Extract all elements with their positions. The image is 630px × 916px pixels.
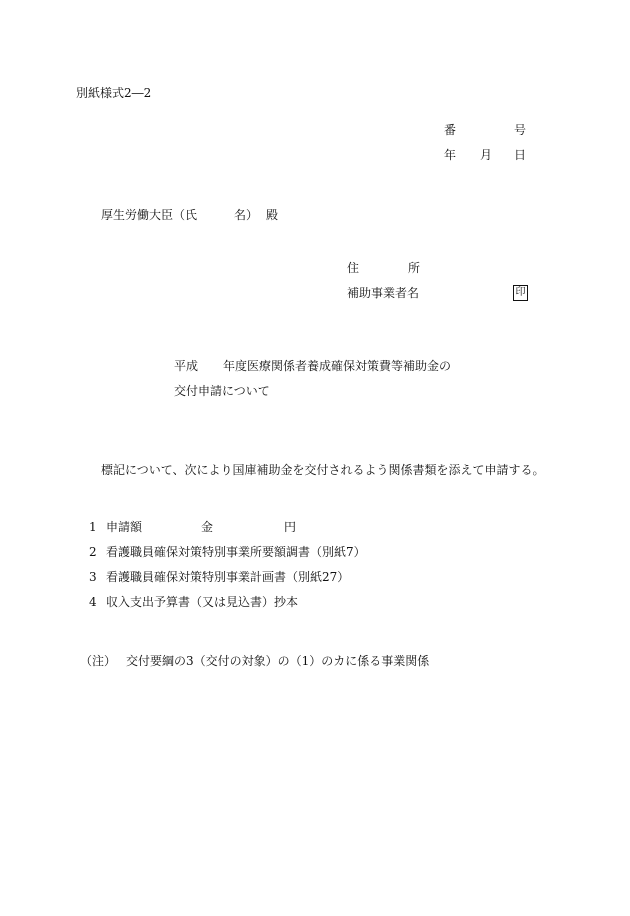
addressee-prefix: 厚生労働大臣（氏 (101, 208, 198, 222)
body-text: 標記について、次により国庫補助金を交付されるよう関係書類を添えて申請する。 (101, 463, 545, 477)
item-1-number: 1 (89, 520, 97, 534)
applicant-name-label: 補助事業者名 (347, 286, 420, 300)
item-3-number: 3 (89, 570, 97, 584)
item-2-text: 看護職員確保対策特別事業所要額調書（別紙7） (106, 545, 366, 559)
date-month-label: 月 (480, 148, 493, 162)
address-label-2: 所 (408, 261, 421, 275)
seal-stamp-icon: 印 (513, 285, 528, 301)
subject-era: 平成 (174, 359, 199, 373)
date-day-label: 日 (514, 148, 527, 162)
note-label: （注） (80, 654, 117, 668)
item-3-text: 看護職員確保対策特別事業計画書（別紙27） (106, 570, 350, 584)
item-4-text: 収入支出予算書（又は見込書）抄本 (106, 595, 299, 609)
number-ban-label: 番 (444, 123, 457, 137)
number-go-label: 号 (514, 123, 527, 137)
note-text: 交付要綱の3（交付の対象）の（1）のカに係る事業関係 (126, 654, 430, 668)
item-1-text: 申請額 (106, 520, 143, 534)
subject-line1: 年度医療関係者養成確保対策費等補助金の (223, 359, 452, 373)
addressee-suffix: 名） (234, 208, 259, 222)
addressee-honorific: 殿 (266, 208, 279, 222)
form-label: 別紙様式2―2 (76, 86, 152, 100)
address-label-1: 住 (347, 261, 360, 275)
subject-line2: 交付申請について (174, 384, 270, 398)
date-year-label: 年 (444, 148, 457, 162)
item-1-yen: 円 (284, 520, 297, 534)
item-1-kin: 金 (201, 520, 214, 534)
item-4-number: 4 (89, 595, 97, 609)
item-2-number: 2 (89, 545, 97, 559)
